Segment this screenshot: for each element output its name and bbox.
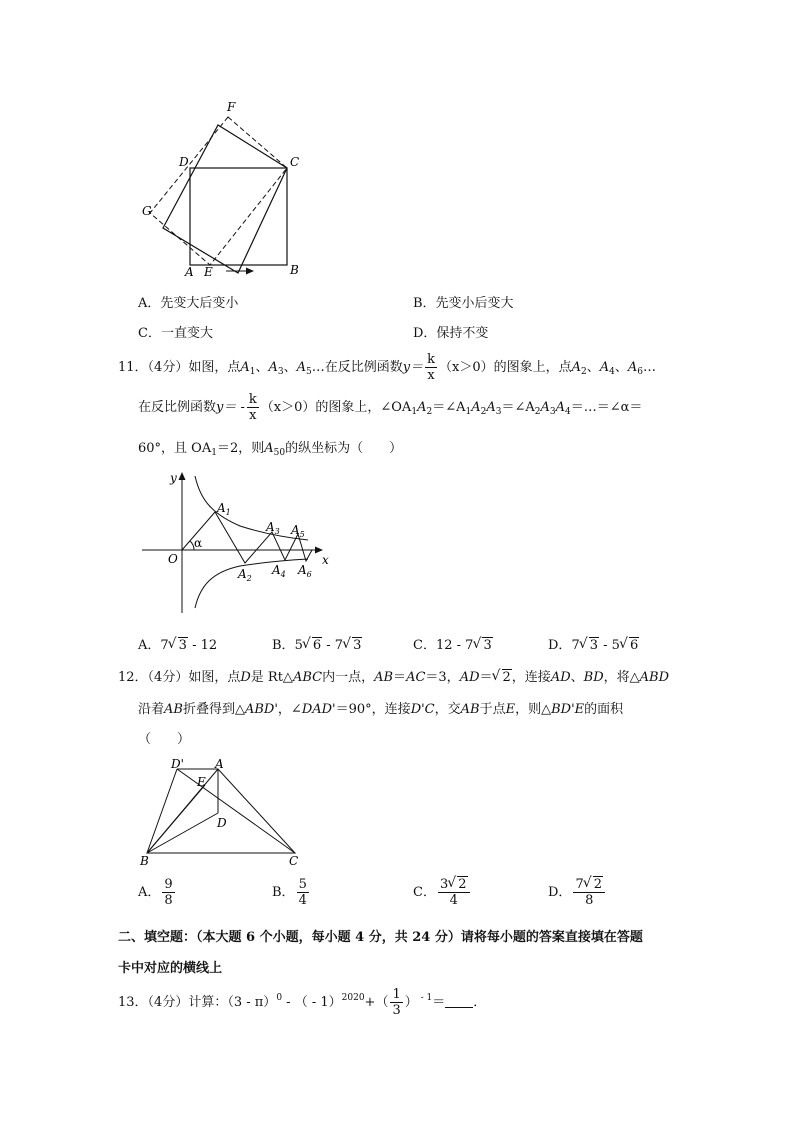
q12-option-b: B． $\frac{5}{4}$ <box>272 877 307 908</box>
q11-text: 如图，点 <box>188 360 241 375</box>
q11-line2: 在反比例函数y＝ - $\frac{k}{x}$ （x＞0）的图象上，$\angle OA_1A_2=\angle A_1A_2A_3=\angle A_2A_3A_4=\dots=\angle\alpha=$ <box>138 392 643 423</box>
label-G: G <box>142 204 152 218</box>
label-E: E <box>204 265 213 279</box>
q11-option-c: C．12 - 7√ 3 <box>413 634 493 653</box>
section2-heading-line1: 二、填空题：（本大题 6 个小题，每小题 4 分，共 24 分）请将每小题的答案直接填在答题 <box>118 930 643 945</box>
q11-fraction-k-over-x: $\frac{k}{x}$ <box>427 352 436 383</box>
segment-b-e <box>147 785 205 853</box>
label-A6: $A_6$ <box>298 563 312 579</box>
q13-number: 13． <box>118 995 148 1010</box>
q12-line3: （ ） <box>138 732 191 747</box>
q12-line2: 沿着AB折叠得到△ABD'，∠DAD'＝90°，连接D'C，交AB于点E，则△BD'E的面积 <box>138 702 624 717</box>
y-arrow <box>179 472 186 480</box>
q10-option-c: C．一直变大 <box>138 326 213 341</box>
label-C: C <box>290 155 300 169</box>
label-A: A <box>185 265 194 279</box>
q12-figure <box>135 757 315 869</box>
label-D: D <box>217 816 227 830</box>
label-alpha: α <box>194 536 203 550</box>
label-A5: $A_5$ <box>291 523 305 539</box>
label-F: F <box>227 100 236 114</box>
label-A3: $A_3$ <box>266 520 280 536</box>
label-C: C <box>289 854 299 868</box>
q12-line1: 12．（4分）如图，点D是 Rt△ABC内一点，AB＝AC＝3，AD＝√ 2，连接AD、BD，将△ABD <box>118 666 669 685</box>
square-abcd <box>190 168 287 265</box>
segment-dp-b <box>147 769 177 853</box>
section2-heading-line2: 卡中对应的横线上 <box>118 961 223 976</box>
q12-score: （4分） <box>147 670 189 685</box>
q10-option-b: B．先变小后变大 <box>413 296 514 311</box>
q10-figure <box>130 95 320 285</box>
label-A2: $A_2$ <box>238 567 252 583</box>
q11-option-d: D．7√ 3 - 5√ 6 <box>548 634 639 653</box>
q11-figure <box>140 468 340 616</box>
label-E: E <box>197 775 206 789</box>
segment-dp-c <box>177 769 295 853</box>
segment-b-d <box>147 813 218 853</box>
label-O: O <box>168 552 178 566</box>
q11-fraction-neg-k-over-x: $\frac{k}{x}$ <box>248 392 257 423</box>
arrow-head <box>246 268 254 275</box>
q12-option-a: A． $\frac{9}{8}$ <box>138 877 173 908</box>
label-B: B <box>290 263 299 277</box>
q13-answer-blank[interactable] <box>445 995 473 1008</box>
q12-number: 12． <box>118 670 148 685</box>
label-A1: $A_1$ <box>217 501 231 517</box>
label-y: y <box>170 471 177 485</box>
q11-score: （4分） <box>147 360 189 375</box>
label-A: A <box>215 757 224 771</box>
label-Dp: D' <box>171 757 184 771</box>
lower-hyperbola <box>195 559 308 608</box>
q13-line: 13．（4分）计算：（3 - π）$^0$ - （ - 1）$^{2020}$+（ $\frac{1}{3}$ ） $^{- 1}$＝ ． <box>118 987 487 1018</box>
q10-option-a: A．先变大后变小 <box>138 296 239 311</box>
q11-line1: 11．（4分）如图，点$A_1$、$A_3$、$A_5\dots$在反比例函数y＝ $\frac{k}{x}$ （x＞0）的图象上，点$A_2$、$A_4$、$A_6\dots$ <box>118 352 657 383</box>
q11-option-b: B．5√ 6 - 7√ 3 <box>272 634 362 653</box>
label-B: B <box>140 854 149 868</box>
q10-option-d: D．保持不变 <box>413 326 489 341</box>
q13-score: （4分） <box>147 995 189 1010</box>
q12-option-d: D． $\frac{7√ 2}{8}$ <box>548 878 607 907</box>
rotated-square <box>163 125 287 273</box>
q11-option-a: A．7√ 3 - 12 <box>138 634 217 653</box>
label-A4: $A_4$ <box>272 563 286 579</box>
dashed-square <box>150 117 287 265</box>
q11-line3: 60°，且 $OA_1=2$，则$A_{50}$的纵坐标为（ ） <box>138 441 403 458</box>
q12-option-c: C． $\frac{3√ 2}{4}$ <box>413 878 472 907</box>
q13-fraction: $\frac{1}{3}$ <box>392 987 401 1018</box>
label-D: D <box>179 155 189 169</box>
q11-number: 11． <box>118 360 148 375</box>
label-x: x <box>322 553 329 567</box>
